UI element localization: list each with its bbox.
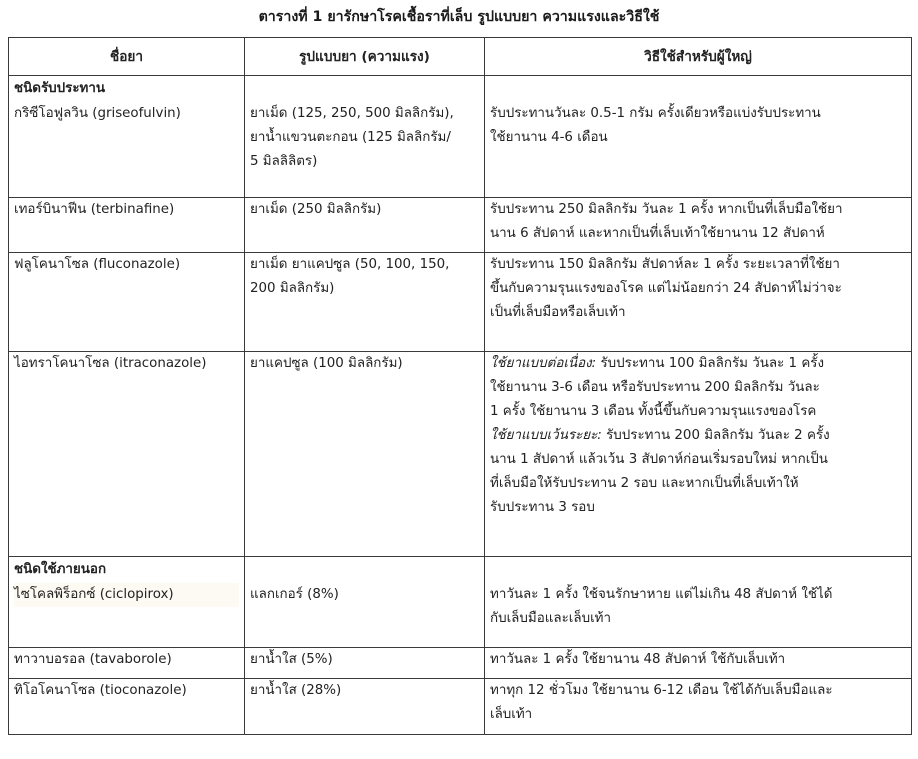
drug-name: ทิโอโคนาโซล (tioconazole) bbox=[14, 683, 187, 698]
usage-line: ทาทุก 12 ชั่วโมง ใช้ยานาน 6-12 เดือน ใช้ได้กับเล็บมือและ bbox=[490, 683, 833, 698]
table-row bbox=[9, 198, 912, 253]
usage-cell bbox=[485, 198, 912, 253]
group-heading-topical: ชนิดใช้ภายนอก bbox=[14, 562, 107, 577]
form-line: ยาน้ำใส (5%) bbox=[250, 652, 333, 667]
usage-line bbox=[490, 352, 906, 376]
form-line: ยาเม็ด ยาแคปซูล (50, 100, 150, bbox=[250, 257, 450, 272]
drug-name-cell bbox=[9, 76, 245, 198]
drug-name-cell bbox=[9, 198, 245, 253]
drug-name: กริซีโอฟูลวิน (griseofulvin) bbox=[14, 106, 181, 121]
usage-line: เป็นที่เล็บมือหรือเล็บเท้า bbox=[490, 305, 626, 320]
drug-name-cell bbox=[9, 253, 245, 352]
usage-line bbox=[490, 424, 906, 448]
form-line: ยาเม็ด (250 มิลลิกรัม) bbox=[250, 202, 382, 217]
header-adult-usage: วิธีใช้สำหรับผู้ใหญ่ bbox=[485, 38, 912, 76]
dosage-form-cell bbox=[245, 352, 485, 557]
drug-name-cell bbox=[9, 679, 245, 735]
usage-line: นาน 1 สัปดาห์ แล้วเว้น 3 สัปดาห์ก่อนเริ่มรอบใหม่ หากเป็น bbox=[490, 452, 828, 467]
table-row bbox=[9, 679, 912, 735]
usage-text: รับประทาน 100 มิลลิกรัม วันละ 1 ครั้ง bbox=[596, 356, 825, 371]
usage-line: รับประทาน 250 มิลลิกรัม วันละ 1 ครั้ง หากเป็นที่เล็บมือใช้ยา bbox=[490, 202, 843, 217]
usage-line: นาน 6 สัปดาห์ และหากเป็นที่เล็บเท้าใช้ยานาน 12 สัปดาห์ bbox=[490, 226, 825, 241]
drug-name: เทอร์บินาฟีน (terbinafine) bbox=[14, 202, 175, 217]
usage-cell bbox=[485, 76, 912, 198]
usage-line: ใช้ยานาน 4-6 เดือน bbox=[490, 130, 608, 145]
usage-line: รับประทาน 150 มิลลิกรัม สัปดาห์ละ 1 ครั้ง ระยะเวลาที่ใช้ยา bbox=[490, 257, 840, 272]
table-header-row bbox=[9, 38, 912, 76]
dosage-form-cell bbox=[245, 557, 485, 648]
usage-line: รับประทานวันละ 0.5-1 กรัม ครั้งเดียวหรือแบ่งรับประทาน bbox=[490, 106, 821, 121]
table-caption: ตารางที่ 1 ยารักษาโรคเชื้อราที่เล็บ รูปแบบยา ความแรงและวิธีใช้ bbox=[258, 9, 660, 25]
dosage-form-cell bbox=[245, 76, 485, 198]
continuous-regimen-label: ใช้ยาแบบต่อเนื่อง: bbox=[490, 356, 597, 371]
table-row bbox=[9, 557, 912, 648]
usage-line: ใช้ยานาน 3-6 เดือน หรือรับประทาน 200 มิลลิกรัม วันละ bbox=[490, 380, 820, 395]
table-row bbox=[9, 352, 912, 557]
usage-line: เล็บเท้า bbox=[490, 707, 533, 722]
dosage-form-cell bbox=[245, 648, 485, 679]
usage-cell bbox=[485, 557, 912, 648]
drug-name-cell bbox=[9, 557, 245, 648]
dosage-form-cell bbox=[245, 198, 485, 253]
form-line: แลกเกอร์ (8%) bbox=[250, 587, 339, 602]
form-line: ยาน้ำแขวนตะกอน (125 มิลลิกรัม/ bbox=[250, 130, 451, 145]
drug-name: ไซโคลพิร็อกซ์ (ciclopirox) bbox=[14, 583, 239, 607]
dosage-form-cell bbox=[245, 679, 485, 735]
usage-line: 1 ครั้ง ใช้ยานาน 3 เดือน ทั้งนี้ขึ้นกับความรุนแรงของโรค bbox=[490, 404, 817, 419]
drug-name-cell bbox=[9, 648, 245, 679]
usage-cell bbox=[485, 679, 912, 735]
drug-name-cell bbox=[9, 352, 245, 557]
usage-line: รับประทาน 3 รอบ bbox=[490, 500, 595, 515]
table-row bbox=[9, 648, 912, 679]
form-line: ยาแคปซูล (100 มิลลิกรัม) bbox=[250, 356, 403, 371]
usage-line: ขึ้นกับความรุนแรงของโรค แต่ไม่น้อยกว่า 24 สัปดาห์ไม่ว่าจะ bbox=[490, 281, 842, 296]
table-row bbox=[9, 76, 912, 198]
usage-text: รับประทาน 200 มิลลิกรัม วันละ 2 ครั้ง bbox=[601, 428, 830, 443]
drug-name: ฟลูโคนาโซล (fluconazole) bbox=[14, 257, 181, 272]
drug-name: ไอทราโคนาโซล (itraconazole) bbox=[14, 356, 207, 371]
usage-line: ที่เล็บมือให้รับประทาน 2 รอบ และหากเป็นที่เล็บเท้าให้ bbox=[490, 476, 799, 491]
drug-name: ทาวาบอรอล (tavaborole) bbox=[14, 652, 172, 667]
usage-cell bbox=[485, 648, 912, 679]
dosage-form-cell bbox=[245, 253, 485, 352]
usage-cell bbox=[485, 352, 912, 557]
drug-table bbox=[8, 37, 912, 735]
usage-line: ทาวันละ 1 ครั้ง ใช้จนรักษาหาย แต่ไม่เกิน 48 สัปดาห์ ใช้ได้ bbox=[490, 587, 833, 602]
table-row bbox=[9, 253, 912, 352]
form-line: 5 มิลลิลิตร) bbox=[250, 154, 318, 169]
usage-cell bbox=[485, 253, 912, 352]
header-drug-name: ชื่อยา bbox=[9, 38, 245, 76]
group-heading-oral: ชนิดรับประทาน bbox=[14, 81, 106, 96]
usage-line: กับเล็บมือและเล็บเท้า bbox=[490, 611, 611, 626]
form-line: 200 มิลลิกรัม) bbox=[250, 281, 335, 296]
usage-line: ทาวันละ 1 ครั้ง ใช้ยานาน 48 สัปดาห์ ใช้กับเล็บเท้า bbox=[490, 652, 786, 667]
header-dosage-form: รูปแบบยา (ความแรง) bbox=[245, 38, 485, 76]
form-line: ยาน้ำใส (28%) bbox=[250, 683, 342, 698]
pulse-regimen-label: ใช้ยาแบบเว้นระยะ: bbox=[490, 428, 602, 443]
form-line: ยาเม็ด (125, 250, 500 มิลลิกรัม), bbox=[250, 106, 454, 121]
